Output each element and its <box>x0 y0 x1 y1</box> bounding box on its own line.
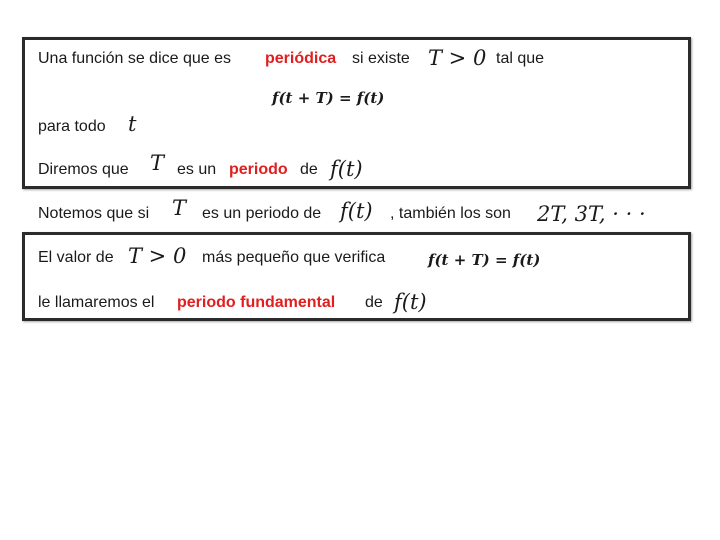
line1-middle: si existe <box>352 50 410 67</box>
math-T-greater-zero: T > 0 <box>128 244 187 268</box>
term-periodo: periodo <box>229 161 288 178</box>
line1-prefix: Una función se dice que es <box>38 50 232 67</box>
line7-prefix: le llamaremos el <box>38 294 155 311</box>
math-f-of-t: f(t) <box>394 290 427 314</box>
line6-prefix: El valor de <box>38 249 114 266</box>
line5-prefix: Notemos que si <box>38 205 150 222</box>
line7-suffix: de <box>365 294 383 311</box>
term-periodica: periódica <box>265 50 337 67</box>
line1-suffix: tal que <box>496 50 545 67</box>
math-f-of-t: f(t) <box>340 199 373 223</box>
math-f-of-t: f(t) <box>330 157 363 181</box>
line4-prefix: Diremos que <box>38 161 129 178</box>
periodicity-equation: f(t + T) = f(t) <box>428 251 541 269</box>
math-multiples-list: 2T, 3T, · · · <box>537 202 646 226</box>
math-T-greater-zero: T > 0 <box>428 46 487 70</box>
math-t: t <box>128 112 137 136</box>
line6-middle: más pequeño que verifica <box>202 249 386 266</box>
line5-suffix: , también los son <box>390 205 511 222</box>
math-T: T <box>172 196 187 220</box>
line4-middle: es un <box>177 161 217 178</box>
line3-text: para todo <box>38 118 106 135</box>
periodicity-equation: f(t + T) = f(t) <box>272 89 385 107</box>
line5-middle: es un periodo de <box>202 205 322 222</box>
math-T: T <box>150 151 165 175</box>
line4-suffix: de <box>300 161 318 178</box>
term-periodo-fundamental: periodo fundamental <box>177 294 336 311</box>
